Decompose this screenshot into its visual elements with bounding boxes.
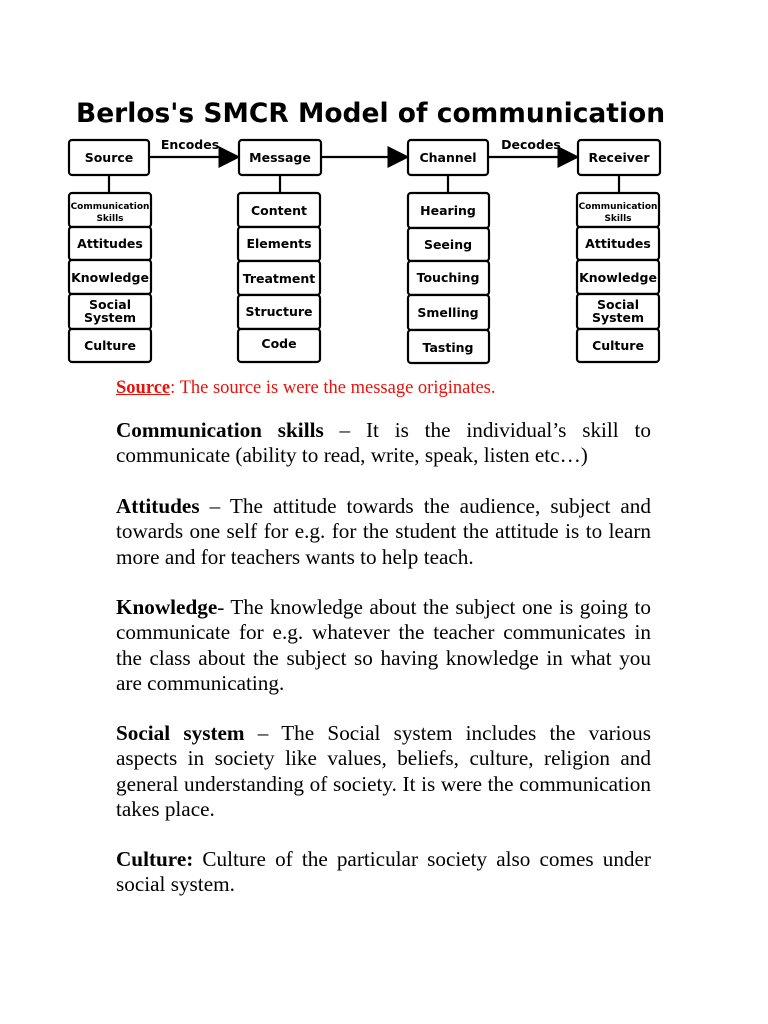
svg-text:Skills: Skills [604,214,632,224]
svg-text:Tasting: Tasting [422,340,474,355]
message-item-treatment [238,261,320,295]
definition: – The attitude towards the audience, subject and towards one self for e.g. for the student the attitude is to learn more and for teachers wants to help teach. [116,494,651,569]
channel-item-smelling [408,295,489,330]
message-item-content [238,193,320,227]
source-item-knowledge [69,260,151,294]
channel-item-hearing [408,193,489,228]
svg-text:Smelling: Smelling [417,305,479,320]
channel-item-tasting [408,330,489,363]
receiver-item-attitudes [577,227,659,260]
paragraph-social-system [116,721,651,823]
svg-text:Attitudes: Attitudes [77,236,143,251]
svg-text:Code: Code [261,336,297,351]
header-channel [408,140,488,175]
paragraph-knowledge [116,595,651,697]
diagram-title: Berlos's SMCR Model of communication [76,98,666,129]
paragraph-attitudes [116,494,651,570]
receiver-item-social-system [577,294,659,329]
svg-text:System: System [591,310,645,325]
header-message [239,140,321,175]
svg-text:Treatment: Treatment [242,271,316,286]
svg-text:Content: Content [251,203,307,218]
term: Communication skills [116,418,324,442]
source-text: : The source is were the message originates. [170,378,496,398]
source-item-communication-skills [69,193,151,227]
message-item-structure [238,295,320,329]
term: Culture: [116,847,194,871]
svg-text:Receiver: Receiver [588,150,650,165]
message-item-elements [238,227,320,261]
source-item-culture [69,329,151,362]
svg-text:Elements: Elements [246,236,312,251]
receiver-item-communication-skills [577,193,659,227]
source-term: Source [116,378,171,398]
channel-item-touching [408,261,489,295]
svg-text:Social: Social [596,297,640,312]
definition: – It is the individual’s skill to communicate (ability to read, write, speak, listen etc…) [116,418,651,468]
header-receiver [578,140,660,175]
svg-text:System: System [83,310,137,325]
definition: - The knowledge about the subject one is going to communicate for e.g. whatever the teacher communicates in the class about the subject so having knowledge in what you are communicating. [116,595,651,696]
svg-text:Hearing: Hearing [420,203,476,218]
source-definition [116,378,651,399]
svg-text:Culture: Culture [592,338,644,353]
svg-text:Communication: Communication [578,202,658,212]
source-item-social-system [69,294,151,329]
svg-text:Structure: Structure [245,304,313,319]
svg-text:Knowledge: Knowledge [579,270,657,285]
svg-text:Culture: Culture [84,338,136,353]
term: Knowledge [116,595,218,619]
svg-text:Source: Source [84,150,134,165]
receiver-item-culture [577,329,659,362]
smcr-diagram [0,0,768,375]
header-source [69,140,149,175]
channel-item-seeing [408,228,489,261]
paragraph-culture [116,847,651,898]
message-item-code [238,329,320,362]
receiver-item-knowledge [577,260,659,294]
svg-text:Skills: Skills [96,214,124,224]
svg-text:Touching: Touching [416,270,480,285]
source-item-attitudes [69,227,151,260]
svg-text:Seeing: Seeing [423,237,473,252]
definition: – The Social system includes the various aspects in society like values, beliefs, culture, religion and general understanding of society. It is were the communication takes place. [116,721,651,822]
encodes-label: Encodes [160,137,220,152]
svg-text:Social: Social [88,297,132,312]
term: Social system [116,721,245,745]
svg-text:Knowledge: Knowledge [71,270,149,285]
svg-text:Attitudes: Attitudes [585,236,651,251]
term: Attitudes [116,494,200,518]
paragraph-communication-skills [116,418,651,469]
svg-text:Channel: Channel [419,150,477,165]
svg-text:Communication: Communication [70,202,150,212]
svg-text:Message: Message [249,150,311,165]
definition: Culture of the particular society also comes under social system. [116,847,651,897]
decodes-label: Decodes [501,137,561,152]
